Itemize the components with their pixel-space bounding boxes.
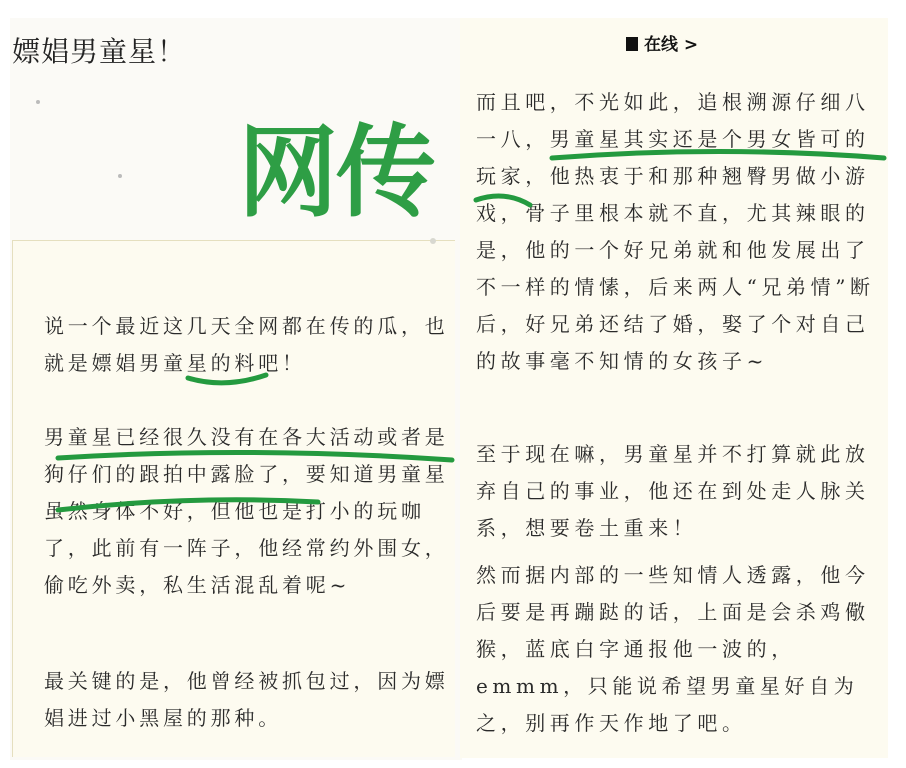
headline: 嫖娼男童星！ [12, 35, 187, 68]
redaction-block-icon [626, 37, 638, 51]
left-paragraph-3: 最关键的是，他曾经被抓包过，因为嫖娼进过小黑屋的那种。 [44, 669, 449, 730]
right-paragraph-2: 至于现在嘛，男童星并不打算就此放弃自己的事业，他还在到处走人脉关系，想要卷土重来！ [476, 442, 870, 540]
speck-dot [118, 174, 122, 178]
right-paragraph-3: 然而据内部的一些知情人透露，他今后要是再蹦跶的话，上面是会杀鸡儆猴，蓝底白字通报他一波的，emmm，只能说希望男童星好自为之，别再作天作地了吧。 [476, 563, 870, 735]
speck-dot [36, 100, 40, 104]
left-paragraph-1: 说一个最近这几天全网都在传的瓜，也就是嫖娼男童星的料吧！ [44, 314, 449, 375]
left-paragraph-2: 男童星已经很久没有在各大活动或者是狗仔们的跟拍中露脸了，要知道男童星虽然身体不好，但他也是打小的玩咖了，此前有一阵子，他经常约外围女，偷吃外卖，私生活混乱着呢~ [44, 425, 449, 597]
big-title: 网传 [238, 114, 434, 231]
online-status-label: 在线 > [644, 35, 699, 55]
speck-dot [430, 238, 436, 244]
online-status-link[interactable] [626, 30, 698, 55]
right-paragraph-1: 而且吧，不光如此，追根溯源仔细八一八，男童星其实还是个男女皆可的玩家，他热衷于和那种翘臀男做小游戏，骨子里根本就不直，尤其辣眼的是，他的一个好兄弟就和他发展出了不一样的情愫，后来两人“兄弟情”断后，好兄弟还结了婚，娶了个对自己的故事毫不知情的女孩子~ [476, 90, 875, 373]
